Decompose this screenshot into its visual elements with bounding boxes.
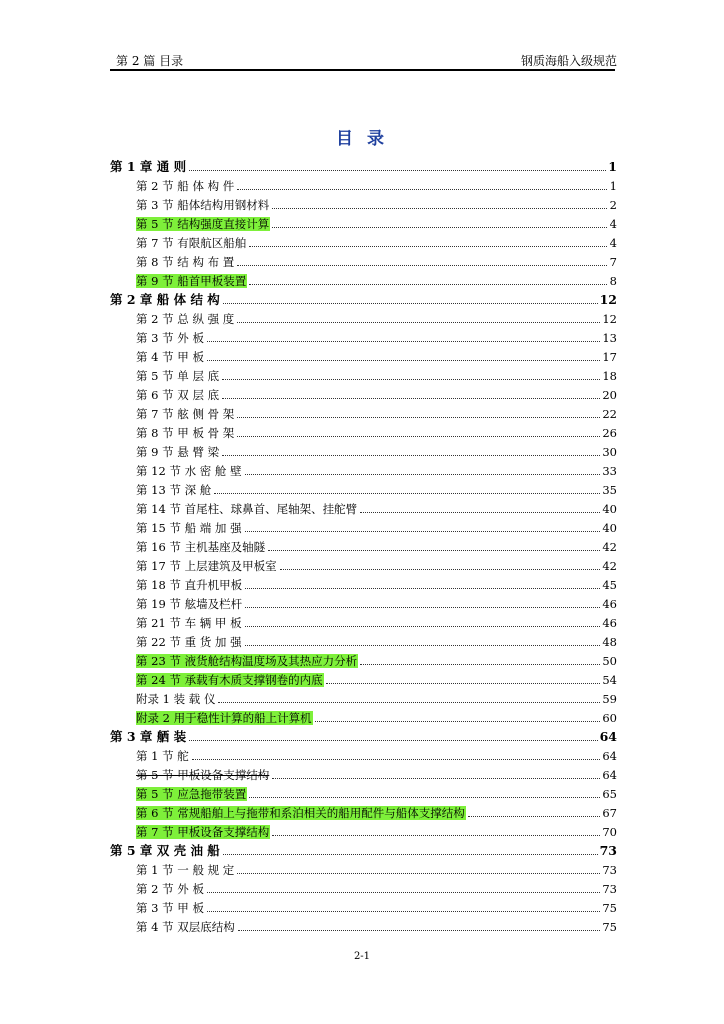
dot-leader (207, 910, 600, 912)
dot-leader (207, 891, 600, 893)
toc-entry-page: 26 (602, 426, 617, 440)
toc-entry-page: 4 (609, 217, 617, 231)
toc-entry-page: 20 (602, 388, 617, 402)
toc-entry-page: 1 (608, 159, 617, 174)
dot-leader (222, 397, 600, 399)
toc-entry-label: 第 18 节 直升机甲板 (136, 578, 243, 592)
toc-entry[interactable] (110, 345, 617, 364)
dot-leader (272, 834, 600, 836)
toc-entry-page: 54 (602, 673, 617, 687)
toc-entry-label: 第 1 节 舵 (136, 749, 189, 763)
toc-entry-page: 40 (602, 521, 617, 535)
toc-entry-page: 35 (602, 483, 617, 497)
toc-entry-page: 8 (609, 274, 617, 288)
toc-entry-label: 第 24 节 承载有木质支撑钢卷的内底 (136, 673, 323, 687)
toc-entry-page: 1 (609, 179, 617, 193)
toc-entry[interactable] (110, 364, 617, 383)
toc-entry-label: 第 5 节 应急拖带装置 (136, 787, 247, 801)
dot-leader (245, 473, 601, 475)
toc-entry[interactable] (110, 744, 617, 763)
toc-entry[interactable] (110, 763, 617, 782)
dot-leader (272, 226, 607, 228)
toc-entry-label: 第 7 节 有限航区船舶 (136, 236, 247, 250)
dot-leader (238, 929, 601, 931)
dot-leader (237, 264, 607, 266)
toc-entry[interactable] (110, 193, 617, 212)
dot-leader (237, 435, 600, 437)
toc-entry-page: 33 (602, 464, 617, 478)
toc-entry-page: 59 (602, 692, 617, 706)
dot-leader (207, 359, 600, 361)
dot-leader (245, 587, 600, 589)
toc-entry-label: 第 2 章 船 体 结 构 (110, 292, 220, 307)
toc-entry[interactable] (110, 478, 617, 497)
toc-entry-label: 第 8 节 甲 板 骨 架 (136, 426, 235, 440)
toc-entry-page: 42 (602, 540, 617, 554)
toc-entry-label: 第 21 节 车 辆 甲 板 (136, 616, 242, 630)
toc-entry[interactable] (110, 174, 617, 193)
toc-entry[interactable] (110, 212, 617, 231)
dot-leader (237, 188, 607, 190)
toc-entry-page: 64 (599, 729, 617, 744)
toc-entry-page: 30 (602, 445, 617, 459)
dot-leader (245, 644, 601, 646)
toc-entry[interactable] (110, 497, 617, 516)
toc-entry-page: 73 (602, 863, 617, 877)
toc-entry-label: 第 15 节 船 端 加 强 (136, 521, 242, 535)
toc-entry-page: 40 (602, 502, 617, 516)
toc-entry[interactable] (110, 288, 617, 307)
toc-entry[interactable] (110, 896, 617, 915)
dot-leader (360, 511, 600, 513)
toc-entry[interactable] (110, 402, 617, 421)
toc-entry-page: 73 (602, 882, 617, 896)
toc-entry-page: 42 (602, 559, 617, 573)
toc-entry[interactable] (110, 440, 617, 459)
toc-entry-page: 4 (609, 236, 617, 250)
toc-entry[interactable] (110, 611, 617, 630)
toc-entry-page: 18 (602, 369, 617, 383)
toc-entry[interactable] (110, 725, 617, 744)
toc-entry-label: 第 1 节 一 般 规 定 (136, 863, 235, 877)
toc-entry-label: 附录 2 用于稳性计算的船上计算机 (136, 711, 312, 725)
toc-entry[interactable] (110, 687, 617, 706)
toc-entry-label: 第 2 节 外 板 (136, 882, 204, 896)
toc-entry[interactable] (110, 326, 617, 345)
toc-entry-label: 第 13 节 深 舱 (136, 483, 212, 497)
dot-leader (192, 758, 601, 760)
dot-leader (280, 568, 601, 570)
toc-entry-page: 70 (602, 825, 617, 839)
toc-entry-label: 第 19 节 舷墙及栏杆 (136, 597, 243, 611)
toc-entry-label: 第 16 节 主机基座及轴隧 (136, 540, 266, 554)
toc-entry-label: 第 5 节 单 层 底 (136, 369, 220, 383)
toc-entry-label: 第 14 节 首尾柱、球鼻首、尾轴架、挂舵臂 (136, 502, 358, 516)
dot-leader (249, 796, 600, 798)
toc-entry-label: 第 17 节 上层建筑及甲板室 (136, 559, 277, 573)
dot-leader (223, 302, 598, 304)
toc-entry-label: 第 12 节 水 密 舱 壁 (136, 464, 242, 478)
dot-leader (237, 416, 600, 418)
toc-entry-page: 17 (602, 350, 617, 364)
toc-entry-label: 第 1 章 通 则 (110, 159, 187, 174)
toc-entry-label: 第 3 节 船体结构用钢材料 (136, 198, 270, 212)
toc-entry-page: 46 (602, 597, 617, 611)
dot-leader (214, 492, 600, 494)
toc-entry[interactable] (110, 782, 617, 801)
toc-entry-page: 2 (609, 198, 617, 212)
toc-entry[interactable] (110, 649, 617, 668)
toc-entry[interactable] (110, 269, 617, 288)
toc-entry-label: 第 23 节 液货舱结构温度场及其热应力分析 (136, 654, 358, 668)
toc-entry-label: 第 6 节 双 层 底 (136, 388, 220, 402)
dot-leader (315, 720, 601, 722)
toc-entry-page: 73 (599, 843, 617, 858)
dot-leader (222, 378, 600, 380)
toc-entry-page: 75 (602, 920, 617, 934)
toc-entry-label: 第 3 节 外 板 (136, 331, 204, 345)
dot-leader (237, 321, 600, 323)
dot-leader (468, 815, 601, 817)
toc-entry[interactable] (110, 516, 617, 535)
toc-entry-label: 第 7 节 甲板设备支撑结构 (136, 825, 270, 839)
dot-leader (245, 530, 601, 532)
dot-leader (249, 283, 607, 285)
dot-leader (189, 739, 597, 741)
toc-entry[interactable] (110, 554, 617, 573)
toc-entry[interactable] (110, 383, 617, 402)
toc-entry-label: 第 6 节 常规船舶上与拖带和系泊相关的船用配件与船体支撑结构 (136, 806, 465, 820)
toc-entry[interactable] (110, 231, 617, 250)
dot-leader (218, 701, 600, 703)
page-title: 目 录 (336, 129, 388, 149)
toc-entry[interactable] (110, 801, 617, 820)
toc-entry-label: 第 3 节 甲 板 (136, 901, 204, 915)
toc-entry-page: 45 (602, 578, 617, 592)
dot-leader (272, 207, 607, 209)
toc-entry-label: 第 2 节 总 纵 强 度 (136, 312, 235, 326)
dot-leader (207, 340, 600, 342)
toc-entry[interactable] (110, 877, 617, 896)
toc-entry-label: 第 7 节 舷 侧 骨 架 (136, 407, 235, 421)
toc-entry-label: 第 4 节 甲 板 (136, 350, 204, 364)
toc-entry-page: 46 (602, 616, 617, 630)
toc-entry-label: 附录 1 装 载 仪 (136, 692, 216, 706)
toc-entry[interactable] (110, 668, 617, 687)
header-right-title: 钢质海船入级规范 (520, 54, 617, 68)
toc-entry-page: 48 (602, 635, 617, 649)
toc-entry[interactable] (110, 630, 617, 649)
toc-entry-label: 第 3 章 舾 装 (110, 729, 187, 744)
dot-leader (237, 872, 600, 874)
toc-entry-page: 13 (602, 331, 617, 345)
toc-entry[interactable] (110, 421, 617, 440)
toc-entry-page: 12 (602, 312, 617, 326)
toc-entry[interactable] (110, 155, 617, 174)
toc-entry[interactable] (110, 839, 617, 858)
table-of-contents (110, 155, 617, 934)
dot-leader (360, 663, 600, 665)
toc-entry[interactable] (110, 820, 617, 839)
toc-entry[interactable] (110, 706, 617, 725)
header-left-title: 第 2 篇 目录 (116, 54, 184, 68)
toc-entry-label: 第 5 节 结构强度直接计算 (136, 217, 270, 231)
toc-entry-label: 第 9 节 悬 臂 梁 (136, 445, 220, 459)
toc-entry-page: 50 (602, 654, 617, 668)
dot-leader (249, 245, 607, 247)
dot-leader (272, 777, 600, 779)
toc-entry-page: 22 (602, 407, 617, 421)
toc-entry-page: 75 (602, 901, 617, 915)
toc-entry-page: 64 (602, 768, 617, 782)
toc-entry-label: 第 5 节 甲板设备支撑结构 (136, 768, 270, 782)
toc-entry[interactable] (110, 573, 617, 592)
toc-entry[interactable] (110, 535, 617, 554)
dot-leader (245, 625, 601, 627)
dot-leader (223, 853, 598, 855)
toc-entry-page: 12 (599, 292, 617, 307)
toc-entry-page: 64 (602, 749, 617, 763)
toc-entry-label: 第 4 节 双层底结构 (136, 920, 235, 934)
toc-entry[interactable] (110, 915, 617, 934)
dot-leader (245, 606, 600, 608)
dot-leader (222, 454, 600, 456)
toc-entry[interactable] (110, 250, 617, 269)
toc-entry-label: 第 9 节 船首甲板装置 (136, 274, 247, 288)
toc-entry-label: 第 8 节 结 构 布 置 (136, 255, 235, 269)
toc-entry-page: 60 (602, 711, 617, 725)
toc-entry[interactable] (110, 592, 617, 611)
toc-entry[interactable] (110, 858, 617, 877)
toc-entry-label: 第 22 节 重 货 加 强 (136, 635, 242, 649)
dot-leader (326, 682, 601, 684)
toc-entry-label: 第 5 章 双 壳 油 船 (110, 843, 220, 858)
page-number: 2-1 (353, 951, 371, 962)
toc-entry-page: 65 (602, 787, 617, 801)
toc-entry[interactable] (110, 307, 617, 326)
toc-entry[interactable] (110, 459, 617, 478)
dot-leader (189, 169, 606, 171)
toc-entry-page: 67 (602, 806, 617, 820)
dot-leader (268, 549, 600, 551)
toc-entry-page: 7 (609, 255, 617, 269)
header-rule (110, 69, 615, 71)
toc-entry-label: 第 2 节 船 体 构 件 (136, 179, 235, 193)
